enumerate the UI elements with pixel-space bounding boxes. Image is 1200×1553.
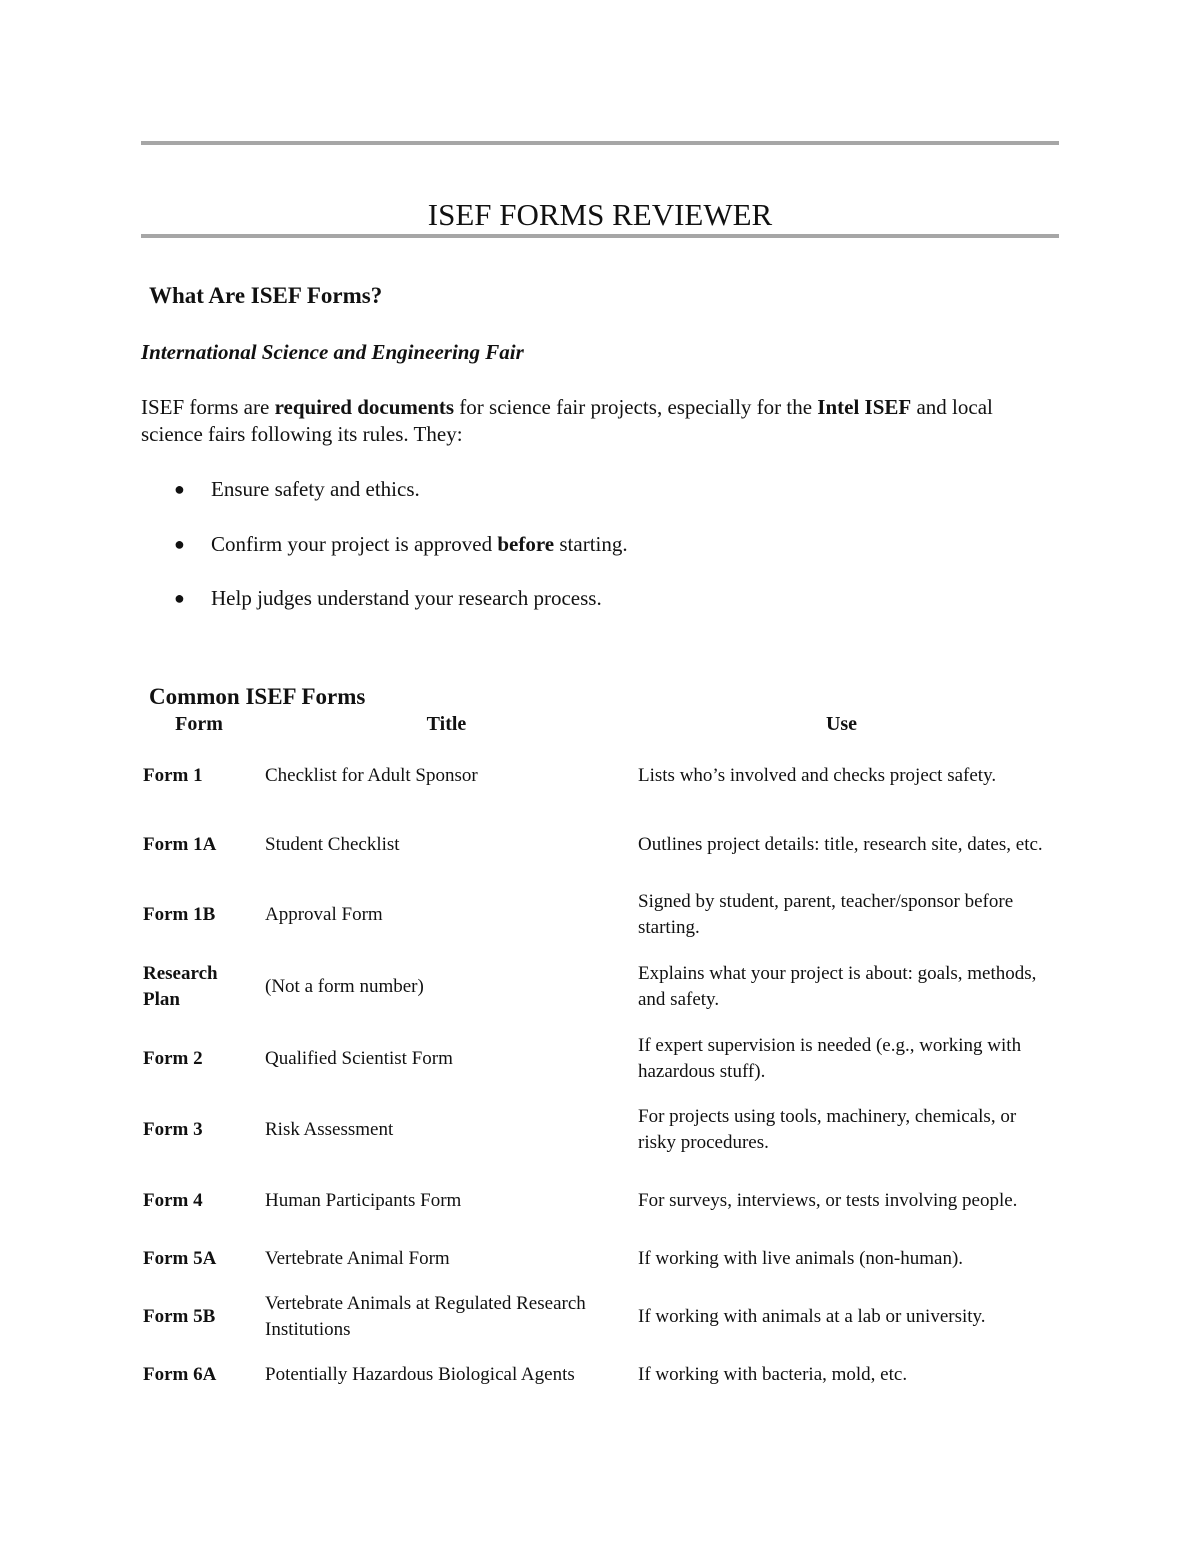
intro-bold-required-documents: required documents: [274, 395, 455, 419]
bullet-item: [141, 584, 1059, 639]
bullet-dot-icon: ●: [174, 533, 185, 554]
cell-use: Signed by student, parent, teacher/sponsor before starting.: [638, 891, 1014, 938]
table-row: [138, 1094, 1050, 1165]
cell-use: Explains what your project is about: goals, methods, and safety.: [638, 963, 1037, 1010]
cell-form: Form 1B: [143, 903, 216, 925]
purpose-bullet-list: [141, 475, 1059, 639]
cell-title: Qualified Scientist Form: [265, 1047, 453, 1069]
cell-use: For surveys, interviews, or tests involving people.: [638, 1189, 1018, 1211]
bullet-text-pre: Confirm your project is approved: [211, 531, 498, 556]
cell-form: Form 2: [143, 1047, 203, 1069]
cell-title: Student Checklist: [265, 833, 400, 855]
bullet-text: Ensure safety and ethics.: [211, 477, 420, 501]
bullet-text-post: starting.: [554, 531, 628, 556]
cell-title: Risk Assessment: [265, 1118, 394, 1140]
bullet-dot-icon: ●: [174, 588, 185, 608]
cell-form: Form 1A: [143, 833, 217, 855]
cell-use: Outlines project details: title, research site, dates, etc.: [638, 833, 1043, 855]
cell-form: Form 4: [143, 1189, 203, 1211]
intro-text-3: and local science fairs following its rules. They:: [141, 395, 993, 446]
title-underline-rule: [141, 234, 1059, 238]
cell-title: Checklist for Adult Sponsor: [265, 765, 478, 787]
table-row: [138, 879, 1050, 950]
document-title: ISEF FORMS REVIEWER: [427, 197, 773, 232]
table-row: [138, 950, 1050, 1023]
section-heading-common-forms: Common ISEF Forms: [149, 684, 366, 709]
cell-title: Vertebrate Animal Form: [265, 1247, 450, 1269]
cell-use: For projects using tools, machinery, chemicals, or risky procedures.: [638, 1106, 1017, 1153]
intro-bold-intel-isef: Intel ISEF: [817, 395, 912, 419]
intro-paragraph: [141, 394, 1059, 448]
table-header-row: [138, 709, 1050, 742]
column-header-title: Title: [426, 713, 467, 735]
cell-form: Form 5B: [143, 1305, 216, 1327]
cell-form: Form 1: [143, 765, 203, 787]
forms-table: [138, 709, 1050, 1398]
cell-title: Potentially Hazardous Biological Agents: [265, 1364, 575, 1386]
cell-use: If working with bacteria, mold, etc.: [638, 1364, 908, 1386]
cell-form: Form 3: [143, 1118, 203, 1140]
table-row: [138, 1165, 1050, 1236]
bullet-item: [141, 475, 1059, 530]
cell-use: If working with animals at a lab or university.: [638, 1305, 986, 1327]
cell-title: Approval Form: [265, 903, 383, 925]
table-row: [138, 742, 1050, 810]
cell-form: Form 5A: [143, 1247, 217, 1269]
table-row: [138, 1352, 1050, 1398]
cell-use: If working with live animals (non-human).: [638, 1247, 964, 1269]
bullet-item: [141, 530, 1059, 585]
bullet-text: Help judges understand your research process.: [211, 586, 602, 610]
table-row: [138, 1023, 1050, 1094]
column-header-form: Form: [175, 713, 223, 735]
bullet-text-bold: before: [497, 531, 555, 556]
table-row: [138, 1236, 1050, 1281]
table-row: [138, 1281, 1050, 1352]
cell-title: Human Participants Form: [265, 1189, 462, 1211]
intro-text-1: ISEF forms are: [141, 395, 275, 419]
cell-title: (Not a form number): [265, 975, 424, 997]
bullet-dot-icon: ●: [174, 479, 185, 499]
cell-use: If expert supervision is needed (e.g., working with hazardous stuff).: [638, 1035, 1022, 1082]
intro-text-2: for science fair projects, especially for the: [454, 395, 818, 419]
top-rule: [141, 141, 1059, 145]
cell-title: Vertebrate Animals at Regulated Research Institutions: [265, 1293, 586, 1340]
bullet-text: [211, 530, 628, 558]
cell-form: Form 6A: [143, 1364, 217, 1386]
subtitle: International Science and Engineering Fair: [141, 340, 524, 364]
column-header-use: Use: [825, 713, 858, 735]
table-row: [138, 810, 1050, 879]
cell-form: Research Plan: [143, 963, 218, 1010]
section-heading-what-are-forms: What Are ISEF Forms?: [149, 283, 383, 308]
cell-use: Lists who’s involved and checks project safety.: [638, 765, 997, 787]
